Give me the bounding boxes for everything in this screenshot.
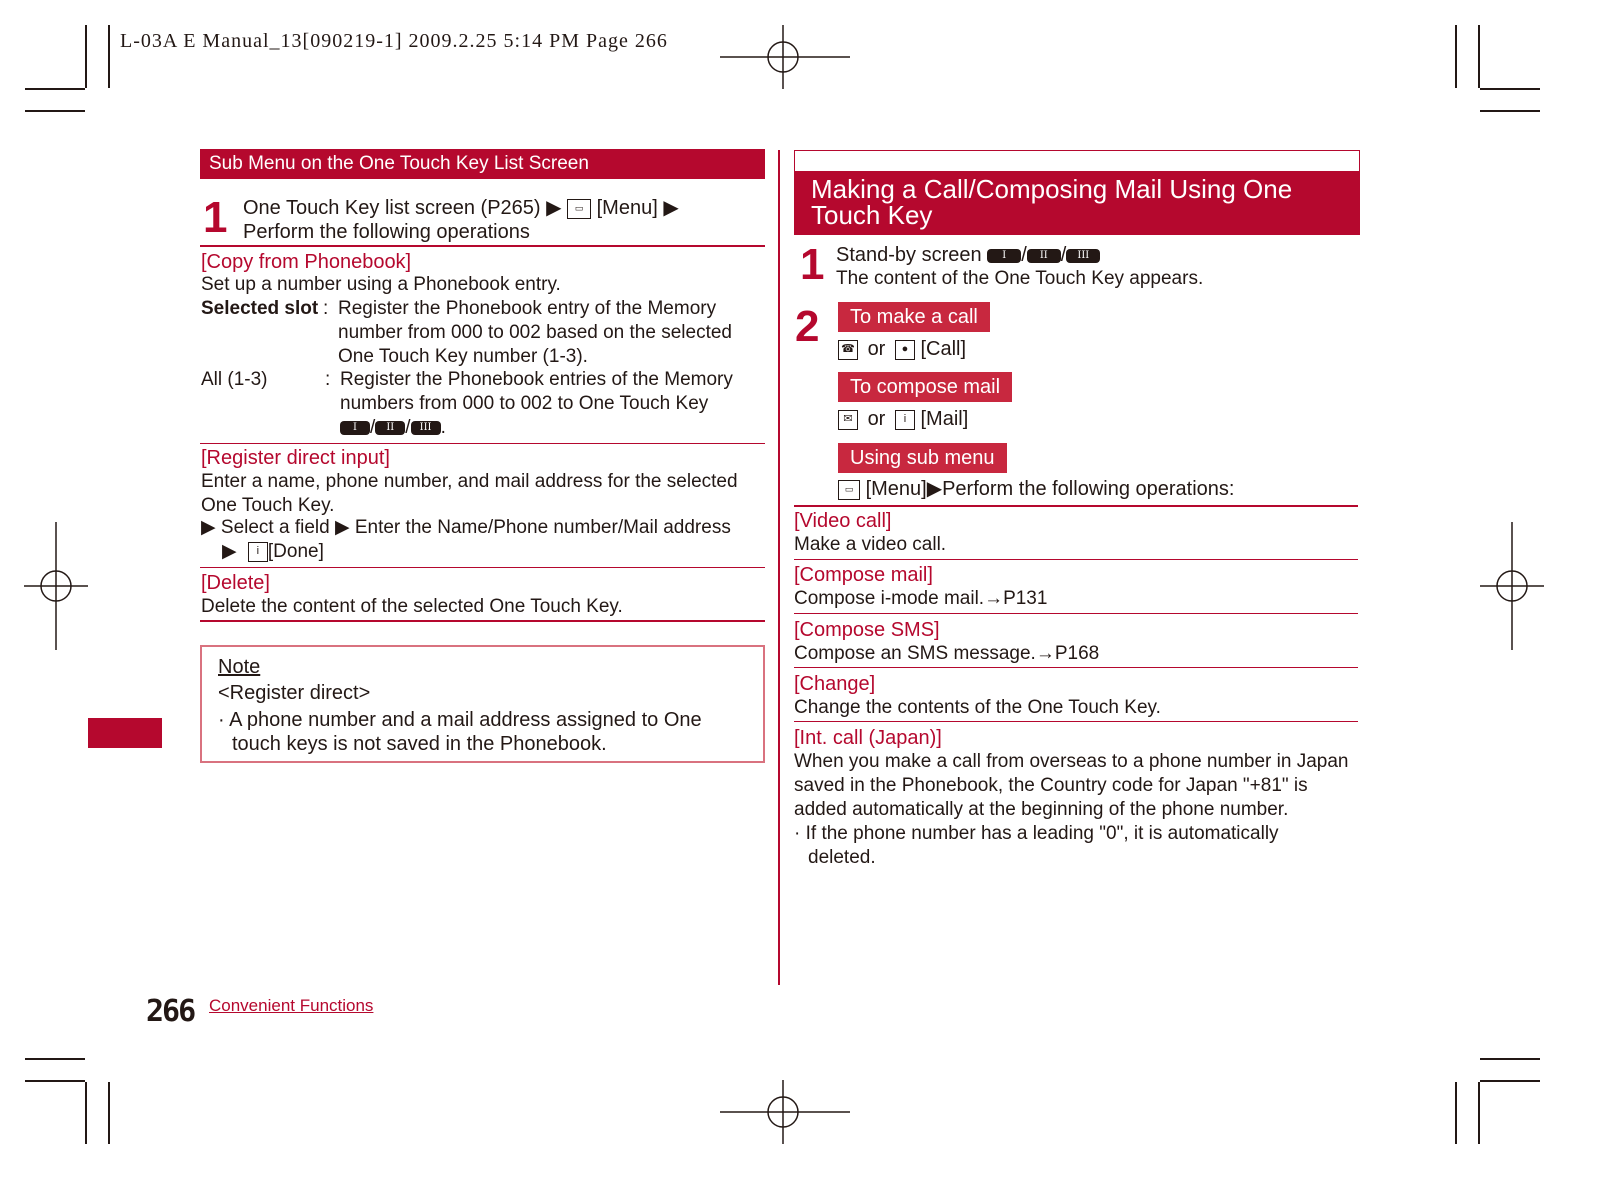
item-description: Make a video call. xyxy=(794,534,947,555)
registration-mark-top xyxy=(720,25,850,89)
note-bullet: · A phone number and a mail address assigned to One xyxy=(218,709,702,731)
center-key-icon: ● xyxy=(895,340,915,360)
item-heading: [Change] xyxy=(794,673,876,695)
divider xyxy=(200,245,765,247)
chapter-tab xyxy=(88,718,162,748)
i-alpha-key-icon: i xyxy=(895,410,915,430)
copy-description: Set up a number using a Phonebook entry. xyxy=(201,274,561,295)
item-heading: [Compose SMS] xyxy=(794,619,940,641)
mail-keys: ✉ or i [Mail] xyxy=(838,407,968,431)
section-title: Sub Menu on the One Touch Key List Screen xyxy=(200,149,765,179)
delete-description: Delete the content of the selected One Touch Key. xyxy=(201,596,623,617)
print-header: L-03A E Manual_13[090219-1] 2009.2.25 5:14 PM Page 266 xyxy=(120,30,668,52)
page-number: 266 xyxy=(146,994,195,1029)
item-description: Compose i-mode mail.→P131 xyxy=(794,588,1048,609)
note-title: Note xyxy=(218,656,261,678)
step-number: 2 xyxy=(795,302,820,351)
step-number: 1 xyxy=(800,240,825,289)
one-touch-key-1-icon: I xyxy=(340,421,370,435)
register-done: ▶ i [Done] xyxy=(222,541,324,562)
phone-key-icon: ☎ xyxy=(838,340,858,360)
column-divider xyxy=(778,150,780,985)
selected-slot-label: Selected slot xyxy=(201,298,319,319)
copy-heading: [Copy from Phonebook] xyxy=(201,251,412,273)
registration-mark-left xyxy=(24,522,88,650)
note-subtitle: <Register direct> xyxy=(218,682,371,704)
one-touch-key-2-icon: II xyxy=(1027,249,1061,263)
item-description: Change the contents of the One Touch Key. xyxy=(794,697,1161,718)
divider xyxy=(794,559,1358,560)
menu-key-icon: ▭ xyxy=(567,199,591,219)
delete-heading: [Delete] xyxy=(201,572,270,594)
standby-instruction: Stand-by screen I / II / III xyxy=(836,243,1100,267)
colon: : xyxy=(323,298,329,319)
standby-description: The content of the One Touch Key appears. xyxy=(836,268,1204,289)
divider xyxy=(200,620,765,622)
i-alpha-key-icon: i xyxy=(248,542,268,562)
intl-description: When you make a call from overseas to a phone number in Japan saved in the Phonebook, the Country code for Japan "+81" is added automatically at the beginning of the phone number. · If the phone number has a leading "0", it is automatically deleted. xyxy=(794,751,1349,868)
one-touch-key-3-icon: III xyxy=(1066,249,1100,263)
page-title: Making a Call/Composing Mail Using One Touch Key xyxy=(811,174,1293,230)
note-bullet-cont: touch keys is not saved in the Phonebook. xyxy=(232,733,607,755)
call-keys: ☎ or ● [Call] xyxy=(838,337,966,361)
menu-key-icon: ▭ xyxy=(838,480,860,500)
one-touch-key-1-icon: I xyxy=(987,249,1021,263)
one-touch-key-2-icon: II xyxy=(375,421,405,435)
item-heading: [Compose mail] xyxy=(794,564,933,586)
tag-make-call: To make a call xyxy=(838,302,990,332)
divider xyxy=(794,505,1358,507)
register-heading: [Register direct input] xyxy=(201,447,390,469)
registration-mark-bottom xyxy=(720,1080,850,1144)
divider xyxy=(200,567,765,568)
item-heading: [Video call] xyxy=(794,510,892,532)
step-instruction: One Touch Key list screen (P265) ▶ ▭ [Menu] ▶ Perform the following operations xyxy=(243,197,679,243)
colon: : xyxy=(325,369,331,390)
register-description: Enter a name, phone number, and mail address for the selected One Touch Key. xyxy=(201,471,738,516)
item-heading: [Int. call (Japan)] xyxy=(794,727,942,749)
divider xyxy=(794,721,1358,722)
register-operation: ▶ Select a field ▶ Enter the Name/Phone number/Mail address xyxy=(201,517,731,538)
divider xyxy=(200,443,765,444)
mail-key-icon: ✉ xyxy=(838,410,858,430)
sub-menu-instruction: ▭ [Menu]▶Perform the following operations: xyxy=(838,477,1234,501)
divider xyxy=(794,613,1358,614)
footer-section-link[interactable]: Convenient Functions xyxy=(209,996,374,1015)
one-touch-key-3-icon: III xyxy=(411,421,441,435)
divider xyxy=(794,667,1358,668)
item-description: Compose an SMS message.→P168 xyxy=(794,643,1100,664)
all-label: All (1-3) xyxy=(201,369,268,390)
tag-compose-mail: To compose mail xyxy=(838,372,1012,402)
registration-mark-right xyxy=(1480,522,1544,650)
selected-slot-text: Register the Phonebook entry of the Memory number from 000 to 002 based on the selected One Touch Key number (1-3). xyxy=(338,298,732,367)
all-text: Register the Phonebook entries of the Memory numbers from 000 to 002 to One Touch Key I / II / III . xyxy=(340,369,733,438)
tag-sub-menu: Using sub menu xyxy=(838,443,1007,473)
step-number: 1 xyxy=(203,193,228,242)
